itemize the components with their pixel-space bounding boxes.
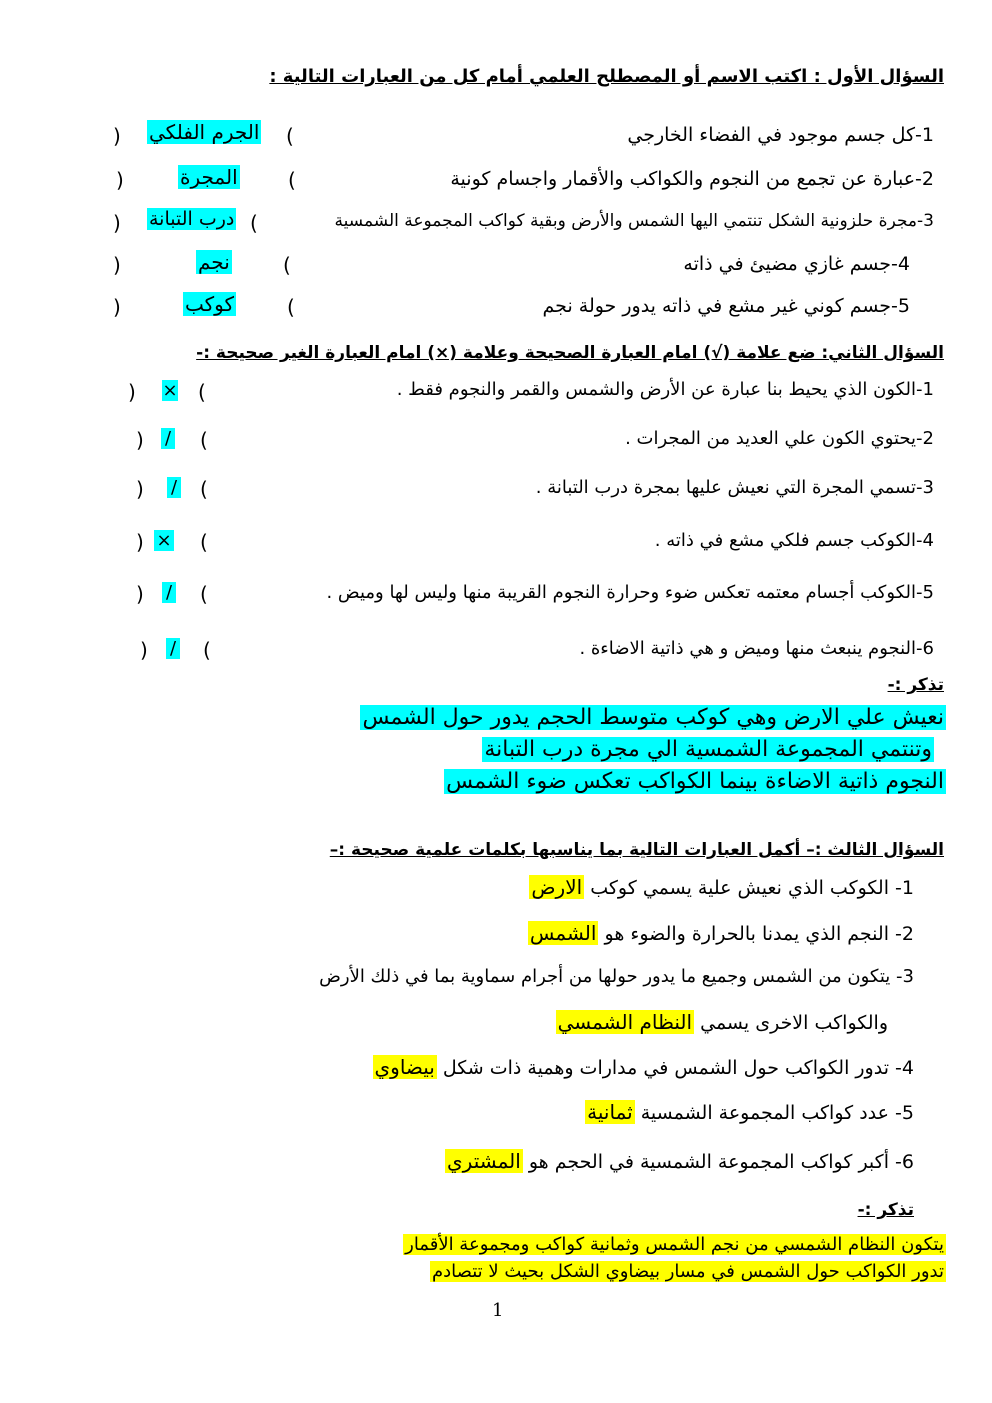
list-item (529, 875, 914, 899)
open-paren: ( (250, 211, 258, 235)
close-paren: ) (136, 582, 144, 606)
answer-field[interactable]: الشمس (529, 921, 597, 945)
close-paren: ) (113, 124, 121, 148)
list-item (543, 295, 910, 317)
item-number: 3- (917, 211, 934, 231)
open-paren: ( (288, 168, 296, 192)
open-paren: ( (287, 295, 295, 319)
answer-field[interactable]: كوكب (185, 292, 235, 316)
list-item (445, 1149, 914, 1173)
item-text: جسم غازي مضيئ في ذاته (683, 253, 892, 275)
item-text: كل جسم موجود في الفضاء الخارجي (627, 124, 916, 146)
item-number: 5- (916, 582, 934, 603)
answer-field[interactable]: الجرم الفلكي (149, 120, 260, 144)
item-number: 3- (896, 966, 914, 987)
mark-field[interactable]: / (166, 638, 180, 659)
mark-field[interactable]: / (161, 428, 175, 449)
open-paren: ( (200, 582, 208, 606)
open-paren: ( (200, 477, 208, 501)
item-text: الكوكب جسم فلكي مشع في ذاته . (654, 530, 917, 551)
close-paren: ) (113, 253, 121, 277)
section2-heading: السؤال الثاني: ضع علامة (√) امام العبارة الصحيحة وعلامة (×) امام العبارة الغير صحيحة :- (196, 343, 944, 363)
list-item (397, 379, 934, 400)
answer-field[interactable]: بيضاوي (374, 1055, 435, 1079)
answer-field[interactable]: ثمانية (587, 1100, 633, 1124)
item-text: الكوكب الذي نعيش علية يسمي كوكب (590, 877, 889, 899)
answer-field[interactable]: النظام الشمسي (557, 1010, 693, 1034)
close-paren: ) (136, 477, 144, 501)
answer-field[interactable]: المجرة (180, 165, 238, 189)
mark-field[interactable]: × (154, 530, 174, 551)
item-number: 5- (891, 295, 910, 317)
item-number: 2- (915, 168, 934, 190)
item-number: 6- (895, 1151, 914, 1173)
item-text: عدد كواكب المجموعة الشمسية (640, 1102, 889, 1124)
section3-heading: السؤال الثالث :– أكمل العبارات التالية بما يناسبها بكلمات علمية صحيحة :– (329, 840, 944, 860)
open-paren: ( (286, 124, 294, 148)
remember-line: نعيش علي الارض وهي كوكب متوسط الحجم يدور حول الشمس (362, 705, 944, 730)
list-item (319, 966, 914, 987)
item-text: عبارة عن تجمع من النجوم والكواكب والأقمار واجسام كونية (450, 168, 916, 190)
mark-field[interactable]: / (162, 582, 176, 603)
remember-label: تذكر :- (887, 675, 944, 695)
item-number: 5- (895, 1102, 914, 1124)
item-text: جسم كوني غير مشع في ذاته يدور حولة نجم (542, 295, 892, 317)
open-paren: ( (200, 530, 208, 554)
item-number: 4- (895, 1057, 914, 1079)
remember-label: تذكر :- (857, 1200, 914, 1220)
item-text: أكبر كواكب المجموعة الشمسية في الحجم هو (528, 1151, 889, 1173)
item-number: 4- (916, 530, 934, 551)
item-text: النجم الذي يمدنا بالحرارة والضوء هو (604, 923, 889, 945)
mark-field[interactable]: / (167, 477, 181, 498)
item-number: 2- (916, 428, 934, 449)
answer-field[interactable]: درب التبانة (149, 208, 235, 230)
remember-line: النجوم ذاتية الاضاءة بينما الكواكب تعكس ضوء الشمس (446, 769, 944, 794)
mark-field[interactable]: × (162, 380, 178, 401)
answer-field[interactable]: نجم (198, 250, 230, 274)
close-paren: ) (116, 168, 124, 192)
list-item (627, 124, 934, 146)
list-item (579, 638, 934, 659)
remember-line: وتنتمي المجموعة الشمسية الي مجرة درب التبانة (484, 737, 932, 762)
list-item (625, 428, 934, 449)
open-paren: ( (283, 253, 291, 277)
open-paren: ( (198, 380, 206, 404)
item-text: الكوكب أجسام معتمه تعكس ضوء وحرارة النجوم القريبة منها وليس لها وميض . (326, 582, 917, 603)
item-number: 1- (915, 124, 934, 146)
close-paren: ) (113, 211, 121, 235)
remember-line: يتكون النظام الشمسي من نجم الشمس وثمانية كواكب ومجموعة الأقمار (405, 1234, 944, 1255)
item-text: تدور الكواكب حول الشمس في مدارات وهمية ذات شكل (442, 1057, 889, 1079)
item-text: الكون الذي يحيط بنا عبارة عن الأرض والشمس والقمر والنجوم فقط . (396, 379, 917, 400)
item-text: تسمي المجرة التي نعيش عليها بمجرة درب التبانة . (535, 477, 917, 498)
list-item-continuation (556, 1010, 888, 1034)
close-paren: ) (128, 380, 136, 404)
item-number: 1- (916, 379, 934, 400)
list-item (335, 211, 934, 231)
list-item (528, 921, 914, 945)
list-item (450, 168, 934, 190)
item-text: مجرة حلزونية الشكل تنتمي اليها الشمس والأرض وبقية كواكب المجموعة الشمسية (334, 211, 918, 231)
answer-field[interactable]: الارض (531, 875, 583, 899)
list-item (655, 530, 934, 551)
list-item (373, 1055, 915, 1079)
close-paren: ) (140, 638, 148, 662)
close-paren: ) (136, 428, 144, 452)
item-text: النجوم ينبعث منها وميض و هي ذاتية الاضاءة . (579, 638, 917, 659)
item-number: 6- (916, 638, 934, 659)
answer-field[interactable]: المشتري (447, 1149, 521, 1173)
list-item (683, 253, 910, 275)
item-number: 4- (891, 253, 910, 275)
item-text: والكواكب الاخرى يسمي (700, 1012, 888, 1034)
page-number: 1 (492, 1300, 504, 1321)
close-paren: ) (136, 530, 144, 554)
section1-heading: السؤال الأول : اكتب الاسم أو المصطلح العلمي أمام كل من العبارات التالية : (269, 66, 944, 87)
list-item (536, 477, 934, 498)
item-text: يتكون من الشمس وجميع ما يدور حولها من أجرام سماوية بما في ذلك الأرض (319, 966, 891, 987)
item-number: 3- (916, 477, 934, 498)
item-text: يحتوي الكون علي العديد من المجرات . (625, 428, 917, 449)
close-paren: ) (113, 295, 121, 319)
list-item (585, 1100, 914, 1124)
remember-line: تدور الكواكب حول الشمس في مسار بيضاوي الشكل بحيث لا تتصادم (431, 1261, 944, 1282)
list-item (326, 582, 934, 603)
item-number: 1- (895, 877, 914, 899)
open-paren: ( (200, 428, 208, 452)
open-paren: ( (203, 638, 211, 662)
item-number: 2- (895, 923, 914, 945)
